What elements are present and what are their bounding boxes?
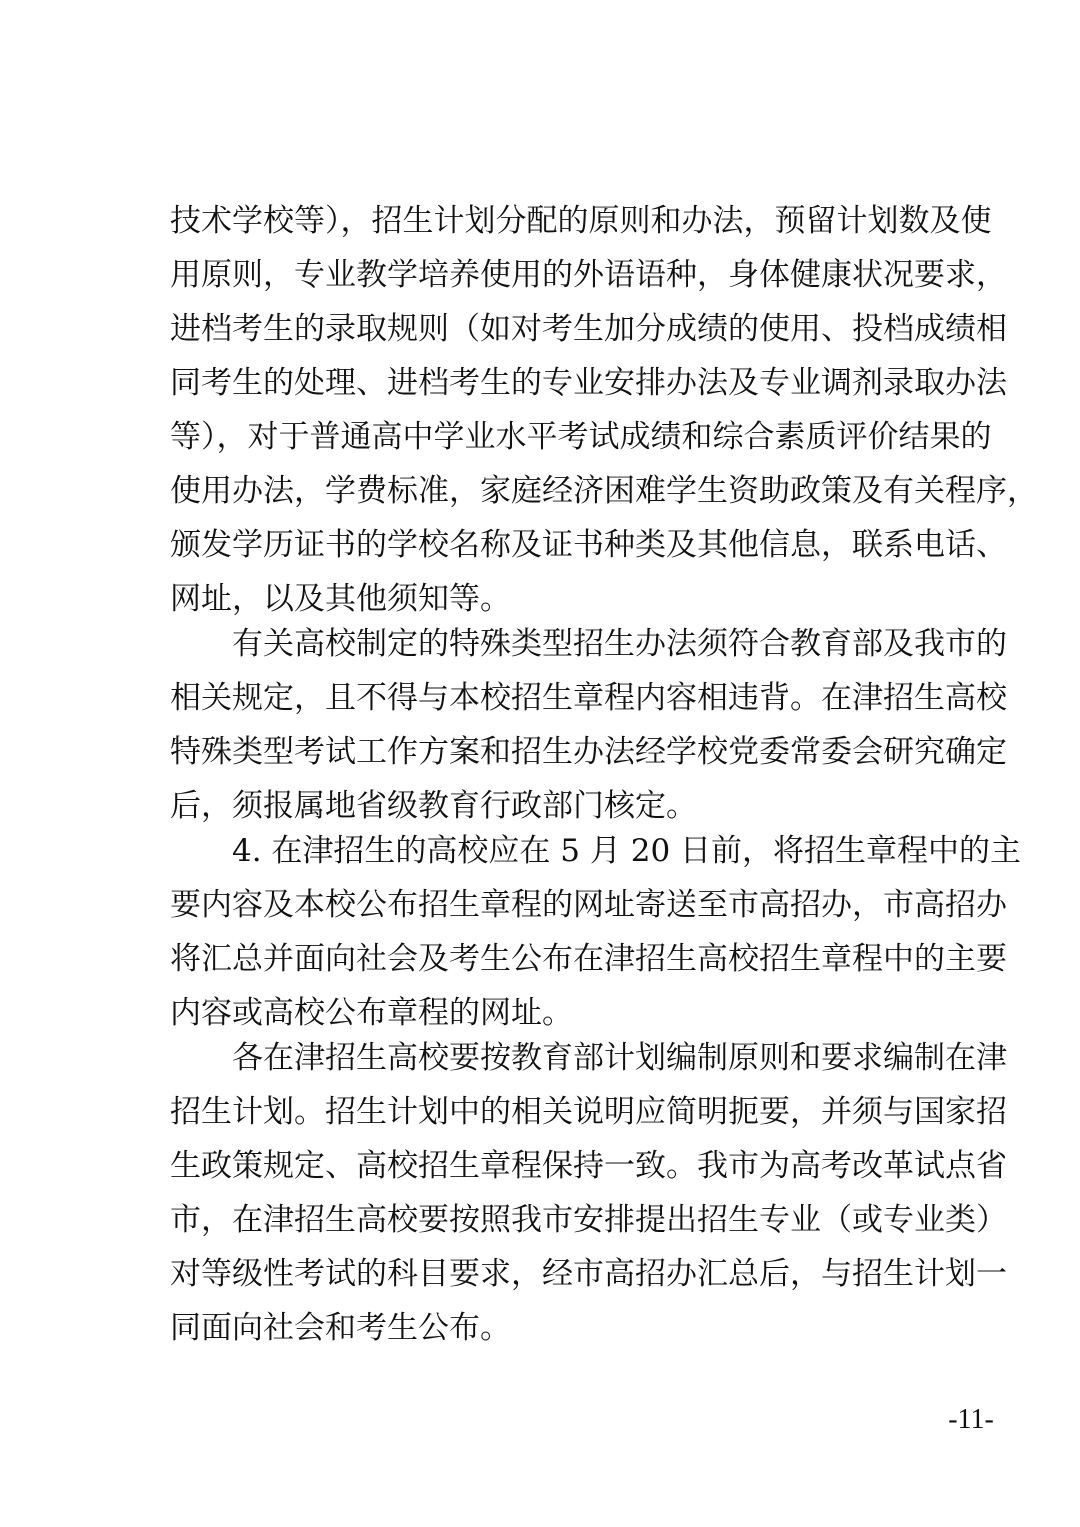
text-line: 内容或高校公布章程的网址。 xyxy=(170,995,573,1031)
paragraph-special-admission-rules xyxy=(170,617,1007,833)
text-line: 后，须报属地省级教育行政部门核定。 xyxy=(170,788,697,824)
text-line: 要内容及本校公布招生章程的网址寄送至市高招办，市高招办 xyxy=(170,887,1007,923)
text-line: 特殊类型考试工作方案和招生办法经学校党委常委会研究确定 xyxy=(170,734,1007,770)
text-line: 招生计划。招生计划中的相关说明应简明扼要，并须与国家招 xyxy=(170,1094,1007,1130)
paragraph-item-4-charter-submission xyxy=(170,824,1022,1040)
text-line: 技术学校等），招生计划分配的原则和办法，预留计划数及使 xyxy=(170,203,992,239)
text-line: 网址，以及其他须知等。 xyxy=(170,581,511,617)
text-line: 4. 在津招生的高校应在 5 月 20 日前，将招生章程中的主 xyxy=(170,833,1022,869)
text-line: 市，在津招生高校要按照我市安排提出招生专业（或专业类） xyxy=(170,1202,1007,1238)
text-line: 进档考生的录取规则（如对考生加分成绩的使用、投档成绩相 xyxy=(170,311,1007,347)
page-number: -11- xyxy=(948,1404,994,1435)
paragraph-admission-charter-contents xyxy=(170,194,1038,626)
text-line: 各在津招生高校要按教育部计划编制原则和要求编制在津 xyxy=(170,1040,1007,1076)
text-line: 等），对于普通高中学业水平考试成绩和综合素质评价结果的 xyxy=(170,419,992,455)
text-line: 同考生的处理、进档考生的专业安排办法及专业调剂录取办法 xyxy=(170,365,1007,401)
text-line: 用原则，专业教学培养使用的外语语种，身体健康状况要求， xyxy=(170,257,1007,293)
paragraph-admission-plan xyxy=(170,1031,1007,1355)
text-line: 对等级性考试的科目要求，经市高招办汇总后，与招生计划一 xyxy=(170,1256,1007,1292)
text-line: 有关高校制定的特殊类型招生办法须符合教育部及我市的 xyxy=(170,626,1007,662)
text-line: 生政策规定、高校招生章程保持一致。我市为高考改革试点省 xyxy=(170,1148,1007,1184)
text-line: 将汇总并面向社会及考生公布在津招生高校招生章程中的主要 xyxy=(170,941,1007,977)
text-line: 同面向社会和考生公布。 xyxy=(170,1310,511,1346)
text-line: 颁发学历证书的学校名称及证书种类及其他信息，联系电话、 xyxy=(170,527,1007,563)
text-line: 使用办法，学费标准，家庭经济困难学生资助政策及有关程序， xyxy=(170,473,1038,509)
text-line: 相关规定，且不得与本校招生章程内容相违背。在津招生高校 xyxy=(170,680,1007,716)
